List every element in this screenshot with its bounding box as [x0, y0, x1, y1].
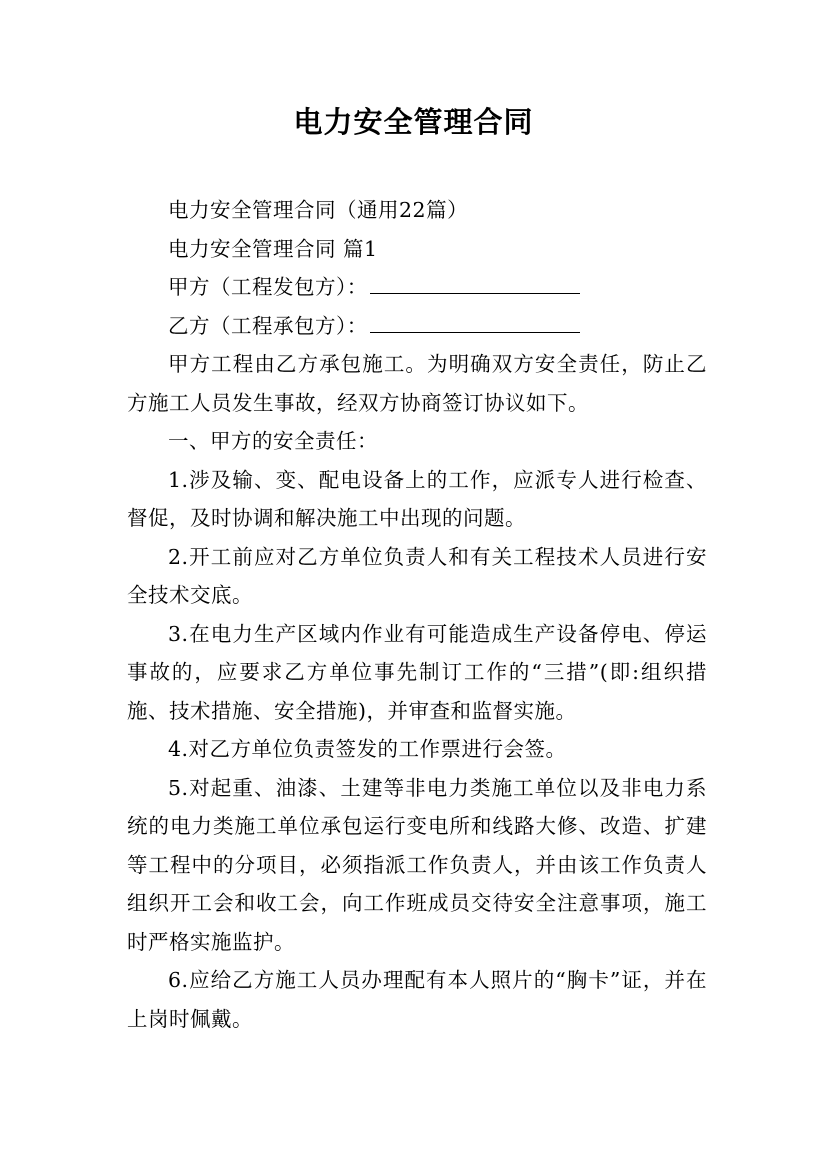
clause-item: 2.开工前应对乙方单位负责人和有关工程技术人员进行安全技术交底。 [127, 544, 707, 607]
document-subtitle: 电力安全管理合同（通用22篇） [168, 198, 469, 222]
party-b-line [127, 307, 707, 346]
clause-item: 4.对乙方单位负责签发的工作票进行会签。 [168, 737, 567, 761]
document-body [127, 191, 707, 1038]
intro-paragraph: 甲方工程由乙方承包施工。为明确双方安全责任，防止乙方施工人员发生事故，经双方协商签订协议如下。 [127, 352, 707, 415]
clause-item: 6.应给乙方施工人员办理配有本人照片的“胸卡”证，并在上岗时佩戴。 [127, 968, 707, 1031]
party-b-label: 乙方（工程承包方）： [168, 313, 368, 338]
party-b-blank [370, 331, 580, 333]
section-heading: 电力安全管理合同 篇1 [168, 236, 378, 261]
clause-heading: 一、甲方的安全责任： [168, 429, 378, 453]
party-a-label: 甲方（工程发包方）： [168, 275, 368, 299]
clause-item: 1.涉及输、变、配电设备上的工作，应派专人进行检查、督促，及时协调和解决施工中出现的问题。 [127, 467, 707, 530]
clause-item: 3.在电力生产区域内作业有可能造成生产设备停电、停运事故的，应要求乙方单位事先制订工作的“三措”(即:组织措施、技术措施、安全措施)，并审查和监督实施。 [127, 621, 707, 723]
party-a-line [127, 268, 707, 307]
party-a-blank [370, 292, 580, 294]
document-title: 电力安全管理合同 [293, 105, 534, 139]
clause-item: 5.对起重、油漆、土建等非电力类施工单位以及非电力系统的电力类施工单位承包运行变电所和线路大修、改造、扩建等工程中的分项目，必须指派工作负责人，并由该工作负责人组织开工会和收工会，向工作班成员交待安全注意事项，施工时严格实施监护。 [127, 775, 707, 954]
